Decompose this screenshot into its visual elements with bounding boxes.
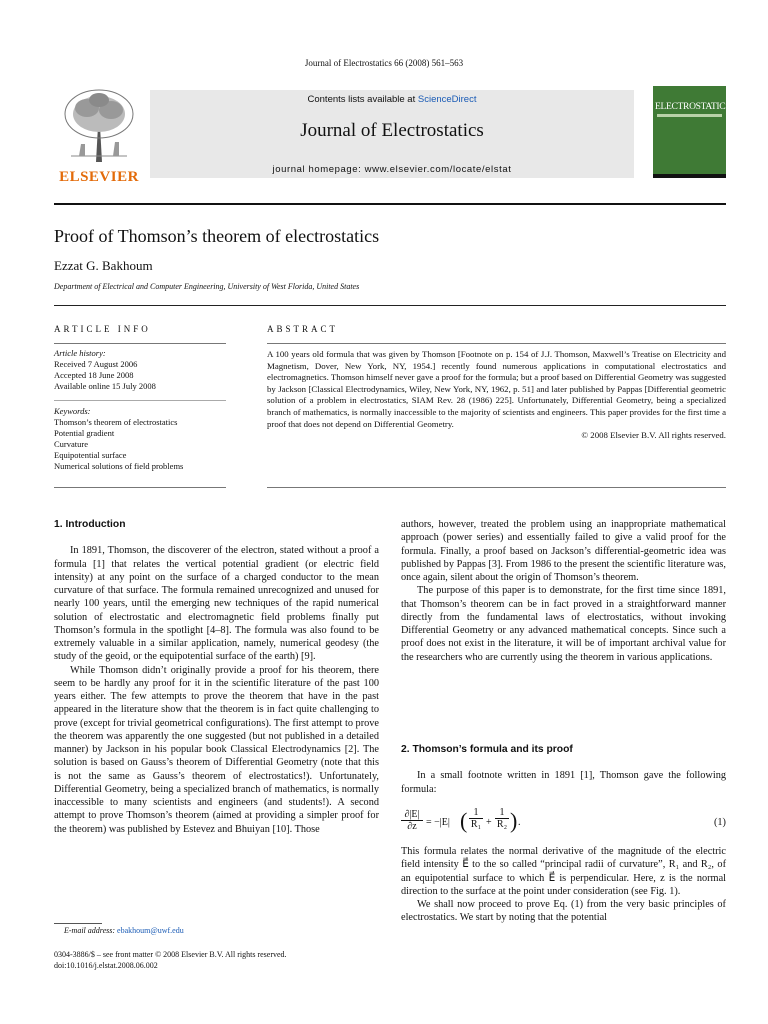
eq-frac-r1 (469, 807, 483, 830)
email-label: E-mail address: (64, 926, 116, 935)
left-column (54, 518, 379, 836)
intro-paragraph-1: In 1891, Thomson, the discoverer of the electron, stated without a proof a formula [1] that relates the vertical potential gradient (or electric field intensity) at any point on the surface of a charged conductor to the mean curvature of that surface. The formula remained unrecognized and unused for nearly 100 years, until the emerging new techniques of the rapid numerical solution of electrostatic and electromagnetic field problems finally put Thomson’s formula in the spotlight [4–8]. The formula was also found to be extremely valuable in a similar application, namely, numerical geodesy (the study of the geoid, or the equipotential surface of the earth) [9]. (54, 545, 379, 663)
abstract-copyright: © 2008 Elsevier B.V. All rights reserved. (581, 430, 726, 441)
eq-period: . (518, 817, 521, 828)
history-online: Available online 15 July 2008 (54, 381, 156, 391)
title-rule (54, 305, 726, 306)
eq-middle: = −|E| (426, 817, 450, 828)
cover-stripe (653, 174, 726, 178)
keyword-item: Equipotential surface (54, 450, 127, 460)
cover-title: ELECTROSTATICS (655, 102, 731, 112)
section-1-title: 1. Introduction (54, 519, 126, 530)
doi-line[interactable]: doi:10.1016/j.elstat.2008.06.002 (54, 961, 158, 970)
history-accepted: Accepted 18 June 2008 (54, 370, 134, 380)
eq-plus: + (486, 817, 492, 828)
eq-right-paren: ) (510, 808, 518, 833)
paper-title: Proof of Thomson’s theorem of electrostatics (54, 226, 380, 246)
publisher-name: ELSEVIER (59, 169, 139, 185)
elsevier-tree-icon (59, 86, 139, 162)
article-history (54, 348, 229, 392)
section-2 (401, 743, 726, 796)
intro-paragraph-3: authors, however, treated the problem using an inappropriate mathematical approach (power series) and essentially failed to give a valid proof for the formula. Finally, a proof based on Jackson’s differential-geometric idea was published by Pappas [3]. From 1986 to the present the scientific literature was, once again, silent about the origin of Thomson’s theorem. (401, 519, 726, 583)
abstract-body (267, 349, 726, 442)
journal-citation: Journal of Electrostatics 66 (2008) 561–563 (304, 58, 464, 68)
abstract-text: A 100 years old formula that was given by Thomson [Footnote on p. 154 of J.J. Thomson, Maxwell’s Treatise on Electricity and Magnetism, Dover, New York, NY, 1954.] recently found numerous applications in computational electrostatics and electromagnetics. Thomson himself never gave a proof for the formula; but a proof based on Differential Geometry was suggested by Jackson [Classical Electrodynamics, Wiley, New York, NY, 1962, p. 51] and later published by Pappas [Differential geometric solution of a problem in electrostatics, SIAM Rev. 28 (1986) 225]. Unfortunately, Differential Geometry, being a specialized branch of mathematics, is normally inaccessible to the majority of scientists and engineers. This paper provides for the first time a proof that does not depend on Differential Geometry. (267, 349, 726, 429)
email-link[interactable]: ebakhoum@uwf.edu (117, 926, 184, 935)
article-info-heading: ARTICLE INFO (54, 324, 151, 334)
issn-line: 0304-3886/$ – see front matter © 2008 Elsevier B.V. All rights reserved. (54, 950, 287, 959)
contents-prefix: Contents lists available at (307, 94, 416, 105)
abstract-heading: ABSTRACT (267, 324, 339, 334)
cover-band (657, 114, 722, 117)
journal-homepage[interactable]: journal homepage: www.elsevier.com/locate/elstat (272, 164, 512, 175)
info-rule-top (54, 343, 226, 344)
author-affiliation: Department of Electrical and Computer Engineering, University of West Florida, United States (54, 282, 360, 291)
keyword-item: Potential gradient (54, 428, 115, 438)
eq-r1: R₁ (470, 819, 482, 830)
email-footnote (64, 926, 184, 935)
info-rule-mid (54, 400, 226, 401)
eq-frac-r2 (495, 807, 509, 830)
eq-lhs-fraction (401, 809, 423, 832)
keywords (54, 406, 229, 472)
keyword-item: Curvature (54, 439, 88, 449)
keyword-item: Thomson’s theorem of electrostatics (54, 417, 178, 427)
eq-left-paren: ( (460, 808, 468, 833)
info-rule-bottom (54, 487, 226, 488)
journal-title: Journal of Electrostatics (300, 120, 484, 141)
keyword-item: Numerical solutions of field problems (54, 461, 184, 471)
keywords-label: Keywords: (54, 406, 91, 416)
history-received: Received 7 August 2006 (54, 359, 138, 369)
abstract-rule-bottom (267, 487, 726, 488)
equation-number: (1) (713, 817, 726, 828)
eq-one: 1 (495, 807, 509, 819)
section-2-title: 2. Thomson’s formula and its proof (401, 744, 573, 755)
footnote-rule (54, 923, 102, 924)
contents-line (150, 94, 634, 105)
intro-paragraph-4: The purpose of this paper is to demonstrate, for the first time since 1891, that Thomson’s theorem can be in fact proved in a straightforward manner directly from the fundamental laws of electrostatics, without invoking Differential Geometry or any advanced mathematical concepts. Since such a proof does not exist in the literature, it will be of important archival value for the researchers who are currently using the theorem in various applications. (401, 585, 726, 663)
eq-lhs-denominator: ∂z (407, 821, 417, 832)
intro-paragraph-2: While Thomson didn’t originally provide a proof for his theorem, there seem to be hardly any proof for it in the scientific literature of the past 100 years either. The few attempts to prove the theorem that have in the past appeared in the literature show that the theorem is in fact quite challenging to prove (except for trivial geometrical configurations). The first attempt to prove the theorem was apparently the one suggested (but not published in a detailed manner) by Jackson in his popular book Classical Electrodynamics [2]. The solution is based on Gauss’s theorem of Differential Geometry (note that this is not the same as Gauss’s theorem of electrostatics!). Unfortunately, Differential Geometry, being a specialized branch of mathematics, is normally inaccessible to many scientists and engineers (and students!). A second attempt to prove Thomson’s theorem (aimed at providing a simpler proof for the theorem) was published by Estevez and Bhuiyan [10]. Those (54, 664, 379, 835)
eq-lhs-numerator: ∂|E| (401, 809, 423, 821)
sciencedirect-link[interactable]: ScienceDirect (417, 94, 477, 105)
eq-r2: R₂ (496, 819, 508, 830)
abstract-rule-top (267, 343, 726, 344)
equation-1 (401, 807, 726, 837)
author-name: Ezzat G. Bakhoum (54, 258, 153, 273)
header-rule (54, 203, 726, 205)
section-2-paragraph-2: This formula relates the normal derivative of the magnitude of the electric field intensity E⃗ to the so called “principal radii of curvature”, R₁ and R₂, of an equipotential surface to which E⃗ is perpendicular. Here, z is the normal direction to the surface at the point under consideration (see Fig. 1). (401, 846, 726, 897)
section-2-paragraph-3: We shall now proceed to prove Eq. (1) from the very basic principles of electrostatics. We start by noting that the potential (401, 899, 726, 924)
history-label: Article history: (54, 348, 106, 358)
journal-banner (150, 90, 634, 178)
journal-cover-thumbnail (653, 86, 731, 178)
elsevier-logo (54, 86, 144, 185)
right-column (401, 518, 726, 664)
eq-one: 1 (469, 807, 483, 819)
section-2-continued (401, 845, 726, 925)
section-2-paragraph-1: In a small footnote written in 1891 [1], Thomson gave the following formula: (401, 770, 726, 795)
